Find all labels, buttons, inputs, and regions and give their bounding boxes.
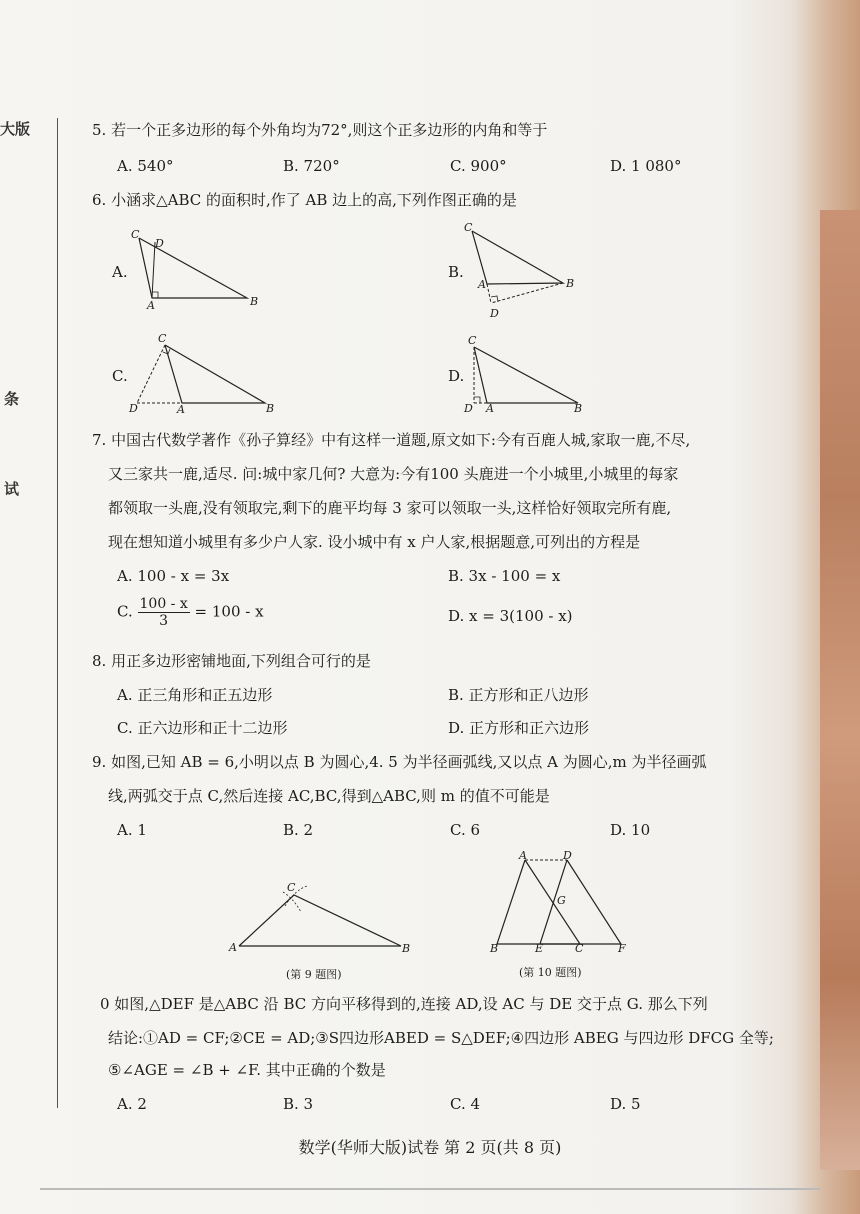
- margin-line: [57, 118, 58, 1108]
- q6-option-a: A.: [112, 263, 128, 281]
- question-7-line-1: 7. 中国古代数学著作《孙子算经》中有这样一道题,原文如下:今有百鹿人城,家取一鹿,不尽,: [92, 431, 691, 449]
- caption-figure-10: (第 10 题图): [519, 966, 582, 979]
- side-label-shi: 试: [4, 480, 20, 498]
- q10-figure: [485, 848, 635, 958]
- q10-option-d: D. 5: [610, 1095, 641, 1113]
- q8-option-b: B. 正方形和正八边形: [448, 686, 589, 704]
- svg-text:B: B: [250, 295, 259, 308]
- q10-option-a: A. 2: [117, 1095, 147, 1113]
- q5-option-a: A. 540°: [117, 157, 174, 175]
- q7-option-b: B. 3x - 100 = x: [448, 567, 561, 585]
- svg-text:C: C: [287, 881, 296, 894]
- svg-text:B: B: [566, 277, 575, 290]
- q7-option-c-fraction: [138, 596, 190, 629]
- question-7-line-4: 现在想知道小城里有多少户人家. 设小城中有 x 户人家,根据题意,可列出的方程是: [108, 533, 641, 551]
- side-label-edition: 大版: [0, 120, 31, 138]
- question-8-stem: 8. 用正多边形密铺地面,下列组合可行的是: [92, 652, 371, 670]
- q10-option-b: B. 3: [283, 1095, 314, 1113]
- q10-option-c: C. 4: [450, 1095, 481, 1113]
- q9-option-c: C. 6: [450, 821, 481, 839]
- question-10-line-2: 结论:①AD = CF;②CE = AD;③S四边形ABED = S△DEF;④四边形 ABEG 与四边形 DFCG 全等;: [108, 1029, 774, 1047]
- q8-option-d: D. 正方形和正六边形: [448, 719, 590, 737]
- q7-option-c-label: C.: [117, 602, 133, 621]
- svg-text:B: B: [490, 942, 499, 955]
- side-label-tiao: 条: [4, 390, 20, 408]
- question-10-line-1: 0 如图,△DEF 是△ABC 沿 BC 方向平移得到的,连接 AD,设 AC 与 DE 交于点 G. 那么下列: [100, 995, 708, 1013]
- svg-text:C: C: [464, 221, 473, 234]
- question-5-stem: 5. 若一个正多边形的每个外角均为72°,则这个正多边形的内角和等于: [92, 121, 548, 139]
- q6-option-b: B.: [448, 263, 464, 281]
- fraction-numerator: 100 - x: [139, 596, 188, 612]
- svg-text:D: D: [464, 402, 473, 415]
- svg-text:B: B: [402, 942, 411, 955]
- q6-option-c: C.: [112, 367, 128, 385]
- table-edge: [820, 210, 860, 1170]
- page-footer: 数学(华师大版)试卷 第 2 页(共 8 页): [298, 1138, 562, 1157]
- q6-figure-a: [125, 225, 265, 315]
- q5-option-b: B. 720°: [283, 157, 340, 175]
- q5-option-d: D. 1 080°: [610, 157, 682, 175]
- svg-text:A: A: [519, 849, 527, 862]
- svg-text:B: B: [266, 402, 275, 415]
- q9-figure: [225, 878, 415, 958]
- svg-text:A: A: [229, 941, 237, 954]
- q7-option-c-rhs: = 100 - x: [194, 602, 264, 621]
- page-edge-line: [40, 1188, 820, 1190]
- q5-option-c: C. 900°: [450, 157, 507, 175]
- q6-figure-b: [460, 220, 600, 320]
- svg-text:F: F: [618, 942, 626, 955]
- svg-text:A: A: [486, 402, 494, 415]
- q7-option-c: [117, 596, 264, 629]
- question-7-line-3: 都领取一头鹿,没有领取完,剩下的鹿平均每 3 家可以领取一头,这样恰好领取完所有鹿,: [108, 499, 672, 517]
- q6-figure-d: [460, 330, 600, 420]
- q8-option-a: A. 正三角形和正五边形: [117, 686, 273, 704]
- svg-text:C: C: [131, 228, 140, 241]
- q6-option-d: D.: [448, 367, 465, 385]
- svg-text:D: D: [129, 402, 138, 415]
- q7-option-a: A. 100 - x = 3x: [117, 567, 230, 585]
- question-9-line-1: 9. 如图,已知 AB = 6,小明以点 B 为圆心,4. 5 为半径画弧线,又以点 A 为圆心,m 为半径画弧: [92, 753, 707, 771]
- fraction-denominator: 3: [159, 613, 169, 629]
- q9-option-d: D. 10: [610, 821, 651, 839]
- question-6-stem: 6. 小涵求△ABC 的面积时,作了 AB 边上的高,下列作图正确的是: [92, 191, 517, 209]
- q8-option-c: C. 正六边形和正十二边形: [117, 719, 288, 737]
- svg-text:G: G: [557, 894, 566, 907]
- svg-text:D: D: [490, 307, 499, 320]
- svg-text:D: D: [155, 237, 164, 250]
- svg-text:C: C: [468, 334, 477, 347]
- q6-figure-c: [125, 330, 285, 420]
- svg-text:D: D: [563, 849, 572, 862]
- question-7-line-2: 又三家共一鹿,适尽. 问:城中家几何? 大意为:今有100 头鹿进一个小城里,小城里的每家: [108, 465, 679, 483]
- question-9-line-2: 线,两弧交于点 C,然后连接 AC,BC,得到△ABC,则 m 的值不可能是: [108, 787, 550, 805]
- svg-text:B: B: [574, 402, 583, 415]
- q9-option-b: B. 2: [283, 821, 314, 839]
- svg-text:C: C: [575, 942, 584, 955]
- question-10-line-3: ⑤∠AGE = ∠B + ∠F. 其中正确的个数是: [108, 1061, 386, 1079]
- svg-text:A: A: [177, 403, 185, 416]
- caption-figure-9: (第 9 题图): [286, 968, 342, 981]
- q9-option-a: A. 1: [117, 821, 147, 839]
- svg-text:A: A: [478, 278, 486, 291]
- q7-option-d: D. x = 3(100 - x): [448, 607, 573, 625]
- svg-text:C: C: [158, 332, 167, 345]
- svg-text:E: E: [535, 942, 544, 955]
- svg-text:A: A: [147, 299, 155, 312]
